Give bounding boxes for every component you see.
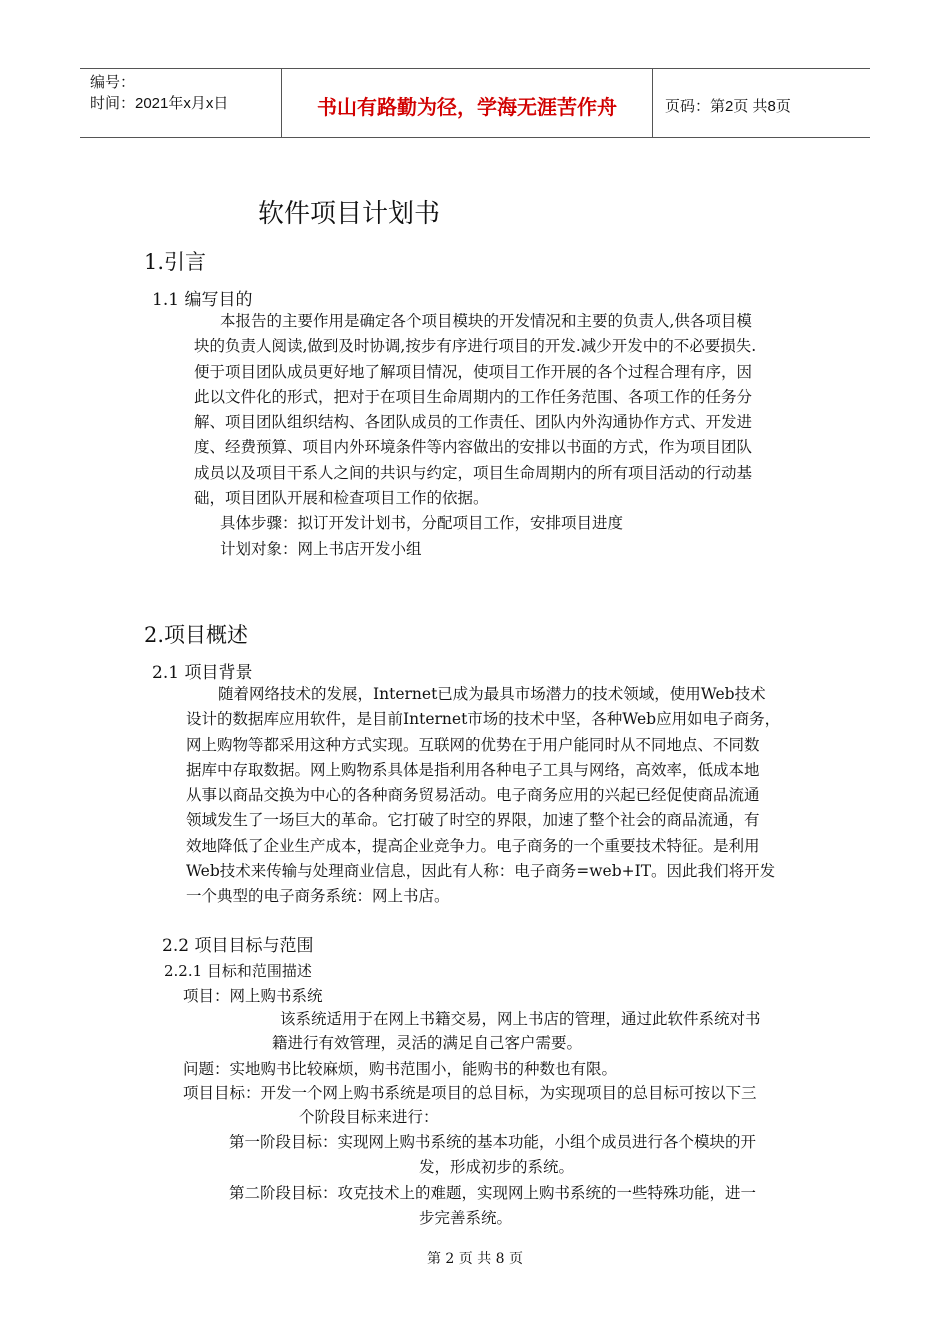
project-goal — [183, 1081, 757, 1129]
paragraph-line: 据库中存取数据。网上购物系具体是指利用各种电子工具与网络，高效率，低成本地 — [186, 760, 760, 779]
header-page-info: 页码：第2页 共8页 — [665, 97, 791, 115]
phase-2-goal — [229, 1181, 756, 1231]
paragraph-line: 设计的数据库应用软件，是目前Internet市场的技术中坚，各种Web应用如电子商务， — [186, 710, 781, 729]
goal-line: 个阶段目标来进行： — [299, 1108, 439, 1126]
section-1-1-heading: 1.1 编写目的 — [152, 290, 253, 310]
section-2-heading: 2.项目概述 — [144, 623, 249, 647]
paragraph-line: 网上购物等都采用这种方式实现。互联网的优势在于用户能同时从不同地点、不同数 — [186, 735, 760, 754]
paragraph-line: 本报告的主要作用是确定各个项目模块的开发情况和主要的负责人,供各项目模 — [220, 312, 752, 330]
system-description — [272, 1007, 761, 1055]
header-motto-cell — [282, 69, 653, 137]
target-line: 计划对象：网上书店开发小组 — [220, 539, 422, 558]
section-1-heading: 1.引言 — [144, 250, 207, 274]
description-line: 该系统适用于在网上书籍交易，网上书店的管理，通过此软件系统对书 — [280, 1010, 761, 1028]
steps-line: 具体步骤：拟订开发计划书，分配项目工作，安排项目进度 — [220, 514, 624, 533]
document-title: 软件项目计划书 — [258, 199, 441, 229]
header-motto: 书山有路勤为径，学海无涯苦作舟 — [317, 96, 617, 119]
paragraph-line: 从事以商品交换为中心的各种商务贸易活动。电子商务应用的兴起已经促使商品流通 — [186, 786, 760, 805]
section-2-2-heading: 2.2 项目目标与范围 — [162, 936, 314, 956]
paragraph-line: 便于项目团队成员更好地了解项目情况，使项目工作开展的各个过程合理有序，因 — [194, 362, 753, 381]
page-footer: 第 2 页 共 8 页 — [426, 1251, 524, 1267]
goal-line: 项目目标：开发一个网上购书系统是项目的总目标，为实现项目的总目标可按以下三 — [183, 1084, 757, 1102]
paragraph-line: 此以文件化的形式，把对于在项目生命周期内的工作任务范围、各项工作的任务分 — [194, 387, 753, 406]
section-2-1-heading: 2.1 项目背景 — [152, 663, 253, 683]
problem-line: 问题：实地购书比较麻烦，购书范围小，能购书的种数也有限。 — [183, 1060, 618, 1078]
paragraph-line: Web技术来传输与处理商业信息，因此有人称：电子商务=web+IT。因此我们将开发 — [186, 862, 776, 881]
phase-line: 第二阶段目标：攻克技术上的难题，实现网上购书系统的一些特殊功能，进一 — [229, 1184, 757, 1202]
paragraph-line: 领域发生了一场巨大的革命。它打破了时空的界限，加速了整个社会的商品流通，有 — [186, 811, 760, 830]
paragraph-line: 解、项目团队组织结构、各团队成员的工作责任、团队内外沟通协作方式、开发进 — [194, 413, 753, 432]
paragraph-line: 成员以及项目干系人之间的共识与约定，项目生命周期内的所有项目活动的行动基 — [194, 463, 753, 482]
paragraph-line: 效地降低了企业生产成本，提高企业竞争力。电子商务的一个重要技术特征。是利用 — [186, 836, 760, 855]
description-line: 籍进行有效管理，灵活的满足自己客户需要。 — [272, 1034, 583, 1052]
paragraph-line: 础，项目团队开展和检查项目工作的依据。 — [194, 489, 489, 508]
paragraph-line: 块的负责人阅读,做到及时协调,按步有序进行项目的开发.减少开发中的不必要损失. — [194, 337, 757, 356]
paragraph-line: 度、经费预算、项目内外环境条件等内容做出的安排以书面的方式，作为项目团队 — [194, 438, 753, 457]
phase-1-goal — [229, 1130, 756, 1180]
section-1-1-paragraph — [194, 309, 756, 562]
phase-line: 步完善系统。 — [419, 1209, 513, 1227]
page-header — [80, 68, 870, 138]
header-left-cell — [80, 69, 282, 137]
phase-line: 第一阶段目标：实现网上购书系统的基本功能，小组个成员进行各个模块的开 — [229, 1133, 757, 1151]
project-line: 项目：网上购书系统 — [183, 987, 323, 1005]
section-2-2-1-heading: 2.2.1 目标和范围描述 — [164, 962, 312, 980]
section-2-1-paragraph — [186, 682, 780, 910]
header-page-cell — [653, 69, 870, 137]
paragraph-line: 一个典型的电子商务系统：网上书店。 — [186, 887, 450, 906]
phase-line: 发，形成初步的系统。 — [419, 1158, 575, 1176]
header-number-label: 编号： — [90, 74, 136, 91]
header-date: 时间：2021年x月x日 — [90, 95, 229, 112]
paragraph-line: 随着网络技术的发展，Internet已成为最具市场潜力的技术领域，使用Web技术 — [218, 685, 766, 703]
